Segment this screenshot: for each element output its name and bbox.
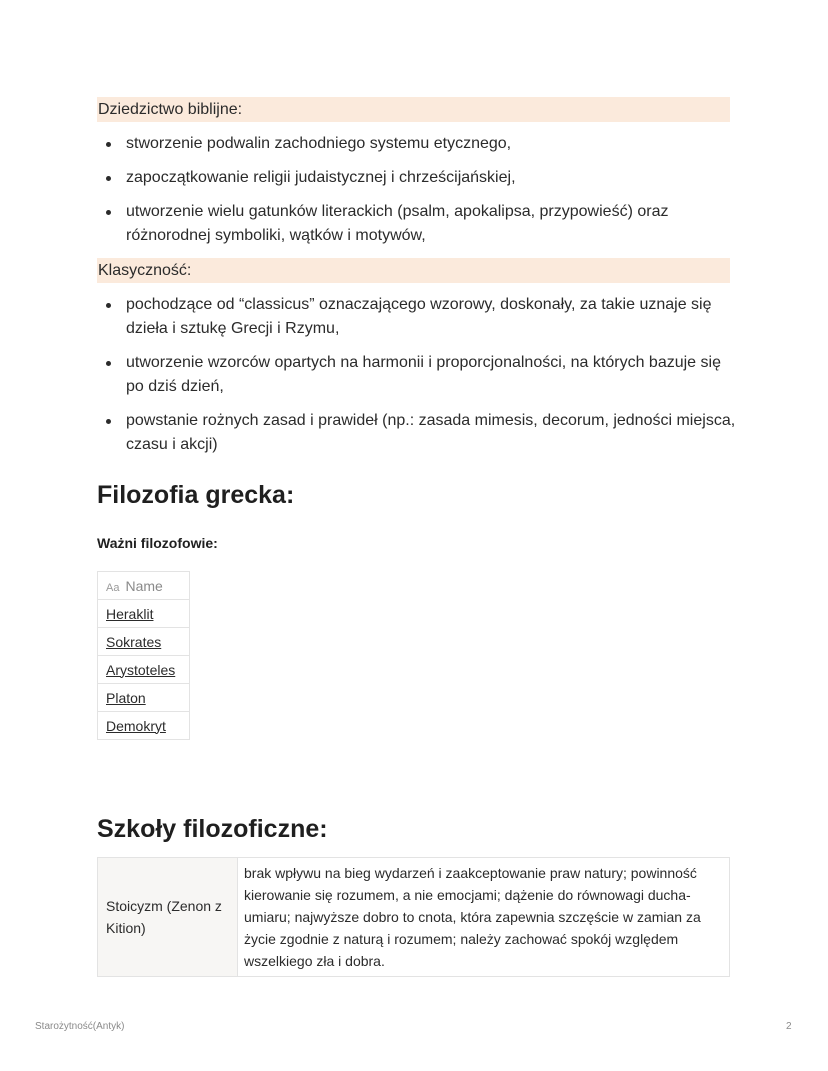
list-item: utworzenie wielu gatunków literackich (psalm, apokalipsa, przypowieść) oraz różnorodnej symboliki, wątków i motywów, [97, 200, 737, 248]
list-item: pochodzące od “classicus” oznaczającego wzorowy, doskonały, za takie uznaje się dzieła i sztukę Grecji i Rzymu, [97, 293, 737, 341]
list-item: utworzenie wzorców opartych na harmonii i proporcjonalności, na których bazuje się po dziś dzień, [97, 351, 737, 399]
philosopher-link[interactable]: Demokryt [106, 717, 166, 734]
philosophers-table [97, 571, 190, 740]
bible-list [97, 132, 737, 258]
table-row [98, 858, 730, 977]
table-row [98, 684, 190, 712]
table-row [98, 600, 190, 628]
schools-table [97, 857, 730, 977]
name-column-header[interactable] [98, 572, 190, 600]
table-row [98, 628, 190, 656]
school-name-cell: Stoicyzm (Zenon z Kition) [98, 858, 238, 977]
table-row [98, 712, 190, 740]
table-row [98, 656, 190, 684]
page-title-greek-philosophy: Filozofia grecka: [97, 481, 295, 509]
philosopher-link[interactable]: Platon [106, 689, 146, 706]
philosopher-link[interactable]: Sokrates [106, 633, 162, 650]
philosopher-link[interactable]: Heraklit [106, 605, 154, 622]
page-title-philosophical-schools: Szkoły filozoficzne: [97, 815, 328, 843]
footer-page-number: 2 [786, 1021, 792, 1032]
list-item: stworzenie podwalin zachodniego systemu etycznego, [97, 132, 737, 156]
text-property-icon: Aa [106, 581, 120, 594]
classicism-list [97, 293, 737, 467]
school-description-cell: brak wpływu na bieg wydarzeń i zaakceptowanie praw natury; powinność kierowanie się rozumem, a nie emocjami; dążenie do równowagi ducha- umiaru; najwyższe dobro to cnota, która zapewnia szczęście w zamian za życie zgodnie z naturą i rozumem; należy zachować spokój względem wszelkiego zła i dobra. [238, 858, 730, 977]
list-item: zapoczątkowanie religii judaistycznej i chrześcijańskiej, [97, 166, 737, 190]
philosophers-subheading: Ważni filozofowie: [97, 535, 218, 551]
list-item: powstanie rożnych zasad i prawideł (np.: zasada mimesis, decorum, jedności miejsca, czasu i akcji) [97, 409, 737, 457]
column-header-label: Name [125, 577, 163, 594]
section-heading-bible: Dziedzictwo biblijne: [97, 97, 730, 122]
table-header-row [98, 572, 190, 600]
footer-document-title: Starożytność(Antyk) [35, 1021, 125, 1032]
section-heading-classicism: Klasyczność: [97, 258, 730, 283]
philosopher-link[interactable]: Arystoteles [106, 661, 176, 678]
